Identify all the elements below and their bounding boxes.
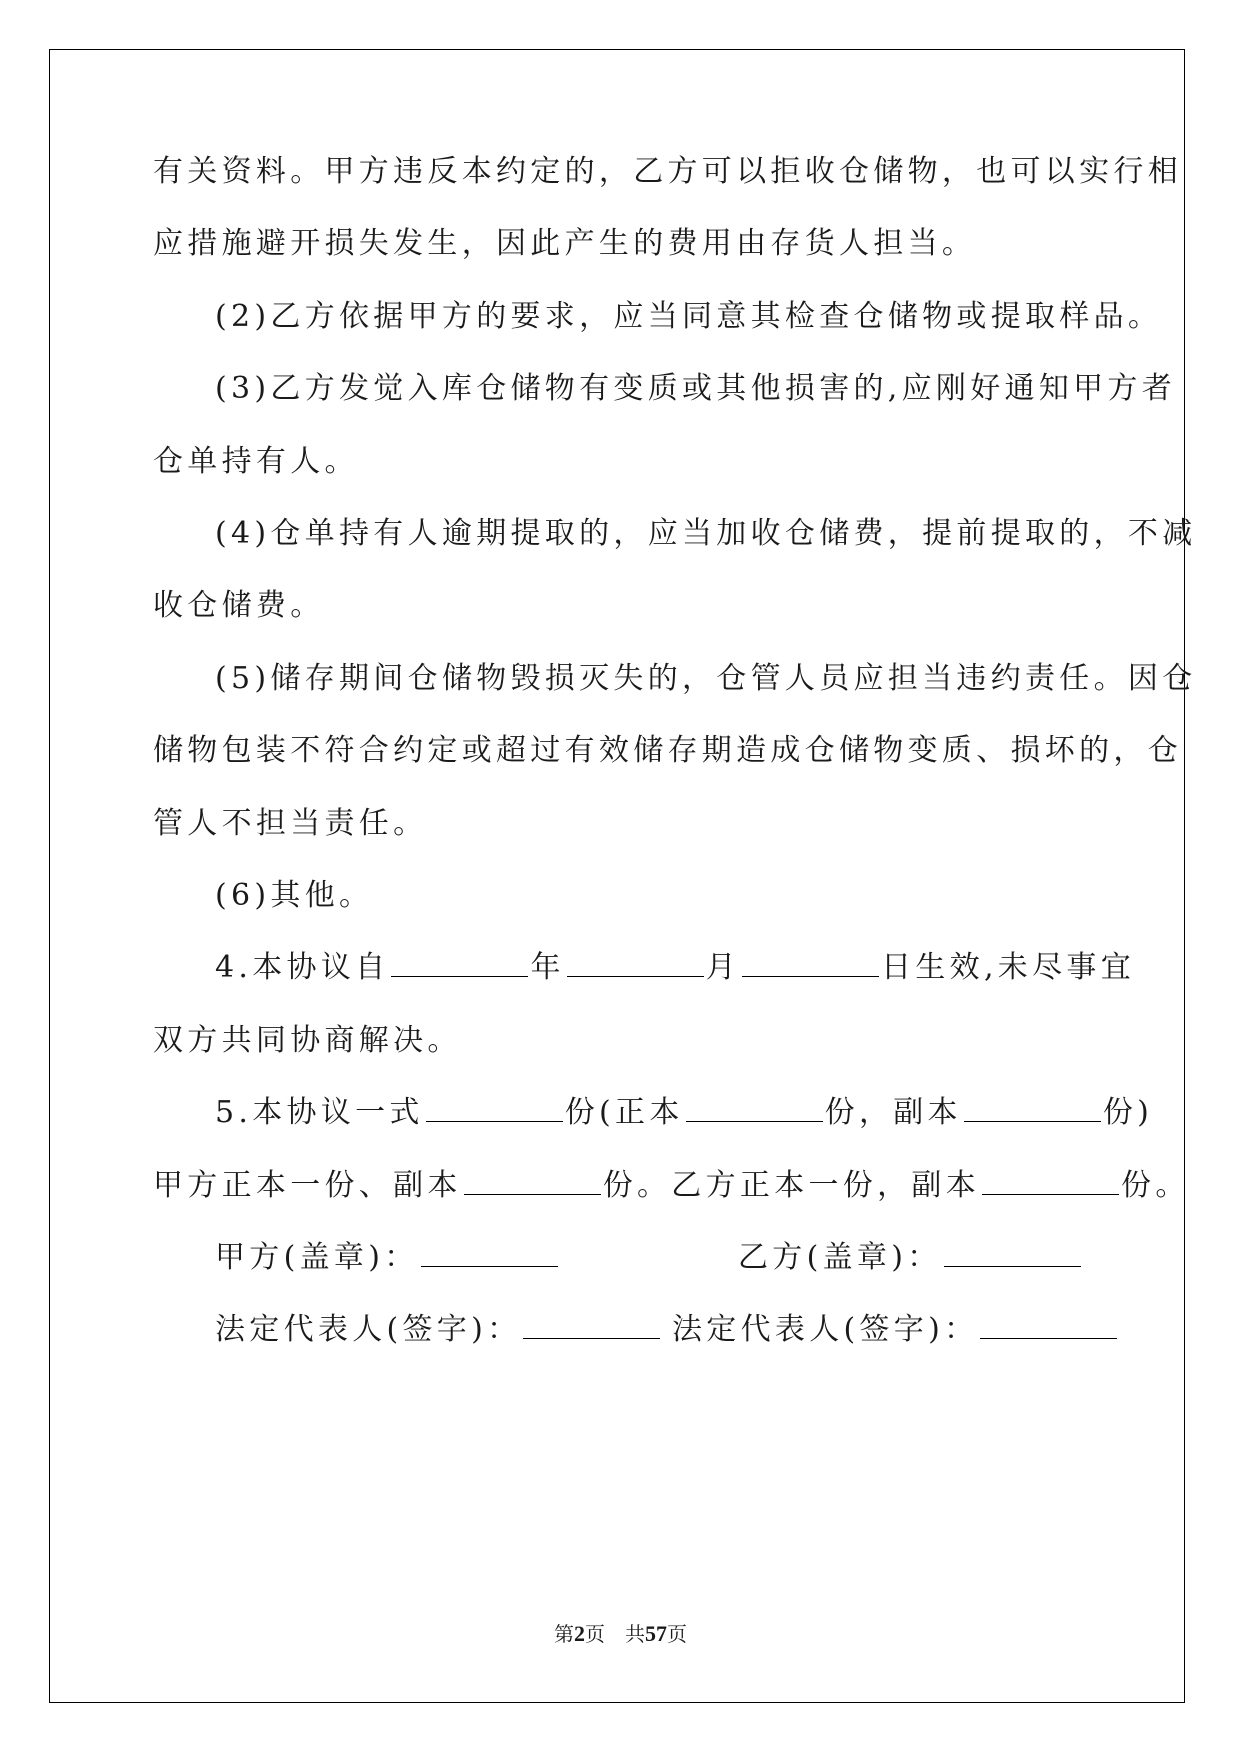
clause-text: 日生效,未尽事宜 [881,950,1135,985]
effective-date-clause [215,948,1135,988]
party-b-duplicate-blank[interactable] [982,1172,1119,1195]
month-blank[interactable] [567,954,704,977]
body-line: (5)储存期间仓储物毁损灭失的，仓管人员应担当违约责任。因仓 [215,661,1197,696]
body-line: 仓单持有人。 [153,444,359,479]
current-page-number: 2 [574,1621,585,1646]
clause-text: 月 [705,950,741,985]
duplicate-copies-blank[interactable] [964,1099,1101,1122]
body-line: (6)其他。 [215,878,374,913]
body-line: 收仓储费。 [153,588,325,623]
clause-text: 份(正本 [564,1095,684,1130]
clause-text: 4.本协议自 [215,950,390,985]
signature-label: 甲方(盖章)： [215,1240,419,1275]
party-a-seal [215,1238,560,1278]
legal-rep-a [215,1310,662,1350]
body-line: 有关资料。甲方违反本约定的，乙方可以拒收仓储物，也可以实行相 [153,154,1182,189]
body-line: 储物包装不符合约定或超过有效储存期造成仓储物变质、损坏的，仓 [153,733,1182,768]
body-line: (4)仓单持有人逾期提取的，应当加收仓储费，提前提取的，不减 [215,516,1197,551]
clause-text: 份) [1102,1095,1154,1130]
footer-text: 页 共 [585,1622,645,1646]
signature-label: 乙方(盖章)： [738,1240,942,1275]
body-line: (3)乙方发觉入库仓储物有变质或其他损害的,应刚好通知甲方者 [215,371,1177,406]
year-blank[interactable] [391,954,528,977]
party-a-duplicate-blank[interactable] [464,1172,601,1195]
footer-text: 第 [554,1622,574,1646]
body-line: 双方共同协商解决。 [153,1023,462,1058]
body-line: 管人不担当责任。 [153,806,428,841]
day-blank[interactable] [742,954,879,977]
copies-clause-line2 [153,1166,1190,1206]
legal-rep-a-blank[interactable] [523,1316,660,1339]
party-b-seal [738,1238,1083,1278]
total-page-count: 57 [645,1621,667,1646]
legal-rep-b [672,1310,1119,1350]
body-line: (2)乙方依据甲方的要求，应当同意其检查仓储物或提取样品。 [215,299,1163,334]
page-footer [0,1618,1241,1647]
signature-label: 法定代表人(签字)： [672,1312,979,1347]
clause-text: 份。乙方正本一份，副本 [602,1168,981,1203]
legal-rep-b-blank[interactable] [980,1316,1117,1339]
clause-text: 份，副本 [824,1095,962,1130]
copies-blank[interactable] [426,1099,563,1122]
party-b-seal-blank[interactable] [944,1244,1081,1267]
signature-label: 法定代表人(签字)： [215,1312,522,1347]
footer-text: 页 [667,1622,687,1646]
clause-text: 5.本协议一式 [215,1095,424,1130]
copies-clause [215,1093,1153,1133]
clause-text: 份。 [1121,1168,1190,1203]
clause-text: 年 [530,950,565,985]
body-line: 应措施避开损失发生，因此产生的费用由存货人担当。 [153,226,977,261]
party-a-seal-blank[interactable] [421,1244,558,1267]
original-copies-blank[interactable] [686,1099,823,1122]
clause-text: 甲方正本一份、副本 [153,1168,462,1203]
